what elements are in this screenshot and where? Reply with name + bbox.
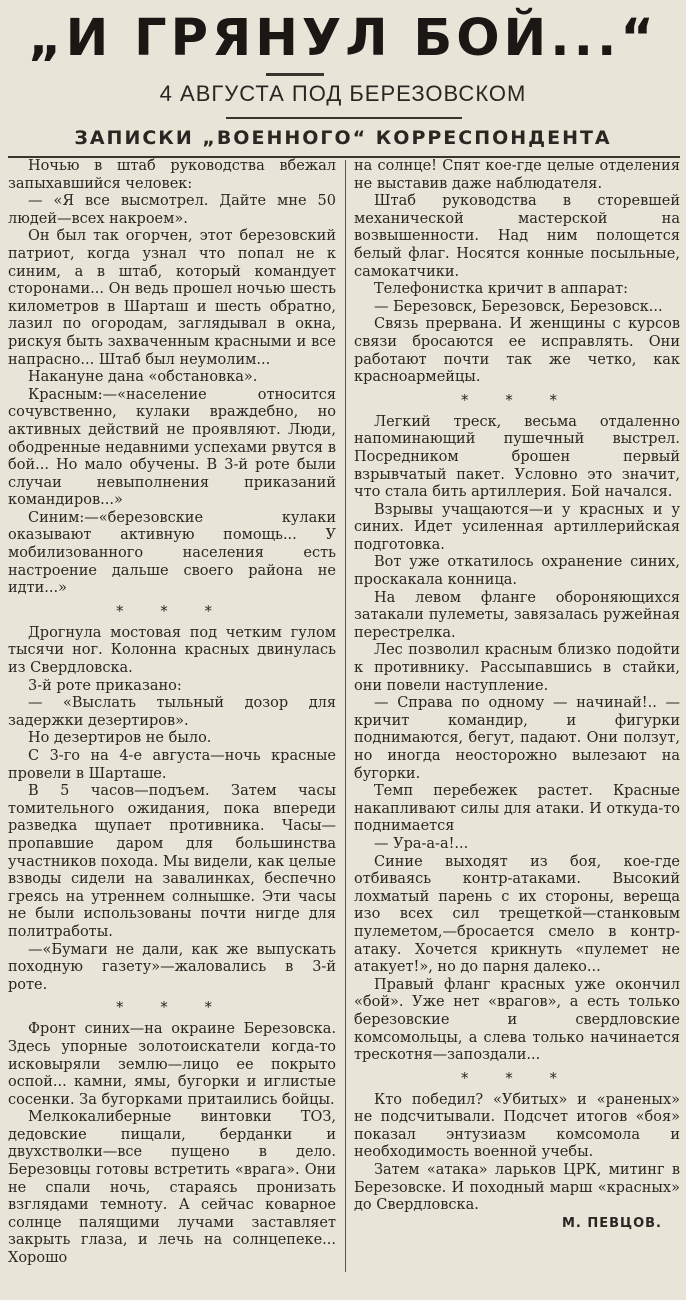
author-signature: М. ПЕВЦОВ. bbox=[561, 1215, 662, 1231]
section-title: ЗАПИСКИ „ВОЕННОГО“ КОРРЕСПОНДЕНТА bbox=[74, 127, 612, 149]
paragraph: Синие выходят из боя, кое-где отбиваясь контр-атаками. Высокий лохматый парень с их стороны, вереща изо всех сил трещеткой—станковым пулеметом,—бросается смело в контр-атаку. Хочется крикнуть «пулемет не атакует!», но до парня далеко... bbox=[354, 853, 680, 976]
paragraph: — Ура-а-а!... bbox=[374, 835, 469, 852]
paragraph: — «Я все высмотрел. Дайте мне 50 людей—всех накроем». bbox=[8, 193, 336, 227]
paragraph: Мелкокалиберные винтовки ТОЗ, дедовские пищали, берданки и двухстволки—все пущено в дело. Березовцы готовы встретить «врага». Они не спали ночь, стараясь пронизать взглядами темноту. А сейчас коварное солнце палящими лучами заставляет закрыть глаза, и лечь на солнцепеке... Хорошо bbox=[8, 1109, 336, 1267]
subheadline-rule bbox=[226, 117, 462, 119]
paragraph: Телефонистка кричит в аппарат: bbox=[374, 281, 629, 298]
paragraph: С 3-го на 4-е августа—ночь красные провели в Шарташе. bbox=[8, 748, 336, 782]
right-column bbox=[354, 158, 680, 1232]
paragraph: Легкий треск, весьма отдаленно напоминающий пушечный выстрел. Посредником брошен первый взрывчатый пакет. Условно это значит, что стала бить артиллерия. Бой начался. bbox=[354, 413, 680, 501]
paragraph: — Березовск, Березовск, Березовск... bbox=[374, 298, 663, 315]
paragraph: — Справа по одному — начинай!.. —кричит командир, и фигурки поднимаются, бегут, падают. Они ползут, но иногда неосторожно вылезают на бугорки. bbox=[354, 695, 680, 782]
paragraph: Затем «атака» ларьков ЦРК, митинг в Березовске. И походный марш «красных» до Свердловска. bbox=[354, 1162, 680, 1214]
paragraph: Он был так огорчен, этот березовский патриот, когда узнал что попал не к синим, а в штаб, который командует сторонами... Он ведь прошел ночью шесть километров в Шарташ и шесть обратно, лазил по огородам, заглядывал в окна, рискуя быть захваченным красными и все напрасно... Штаб был неумолим... bbox=[8, 228, 336, 368]
column-divider bbox=[345, 160, 346, 1272]
paragraph: В 5 часов—подъем. Затем часы томительного ожидания, пока впереди разведка щупает противника. Часы—пропавшие даром для большинства участников похода. Мы видели, как целые взводы сидели на завалинках, беспечно греясь на утреннем солнышке. Эти часы не были использованы почти нигде для политработы. bbox=[8, 783, 336, 940]
section-separator: * * * bbox=[460, 1068, 574, 1087]
section-separator: * * * bbox=[460, 390, 574, 409]
paragraph: Дрогнула мостовая под четким гулом тысячи ног. Колонна красных двинулась из Свердловска. bbox=[8, 624, 336, 677]
section-separator: * * * bbox=[115, 998, 229, 1017]
paragraph: Фронт синих—на окраине Березовска. Здесь упорные золотоискатели когда-то исковыряли землю—лицо ее покрыто оспой... камни, ямы, бугорки и иглистые сосенки. За бугорками притаились бойцы. bbox=[8, 1021, 336, 1108]
headline: „И ГРЯНУЛ БОЙ...“ bbox=[28, 9, 658, 68]
paragraph: Синим:—«березовские кулаки оказывают активную помощь... У мобилизованного населения есть настроение дальше своего района не идти...» bbox=[8, 509, 336, 597]
paragraph: Темп перебежек растет. Красные накапливают силы для атаки. И откуда-то поднимается bbox=[354, 783, 680, 835]
subheadline: 4 АВГУСТА ПОД БЕРЕЗОВСКОМ bbox=[159, 81, 527, 106]
paragraph: Красным:—«население относится сочувственно, кулаки враждебно, но активных действий не проявляют. Люди, ободренные недавними успехами рвутся в бой... Но мало обучены. В 3-й роте были случаи невыполнения приказаний командиров...» bbox=[8, 386, 336, 509]
left-column bbox=[8, 158, 336, 1268]
paragraph: Лес позволил красным близко подойти к противнику. Рассыпавшись в стайки, они повели наступление. bbox=[354, 642, 680, 694]
paragraph: — «Выслать тыльный дозор для задержки дезертиров». bbox=[8, 695, 336, 729]
headline-rule bbox=[266, 73, 324, 76]
paragraph: —«Бумаги не дали, как же выпускать походную газету»—жаловались в 3-й роте. bbox=[8, 941, 336, 993]
paragraph: Штаб руководства в сторевшей механической мастерской на возвышенности. Над ним полощется белый флаг. Носятся конные посыльные, самокатчики. bbox=[354, 193, 680, 280]
paragraph: Связь прервана. И женщины с курсов связи бросаются ее исправлять. Они работают почти так же четко, как красноармейцы. bbox=[354, 316, 680, 386]
paragraph: Кто победил? «Убитых» и «раненых» не подсчитывали. Подсчет итогов «боя» показал энтузиазм комсомола и необходимость военной учебы. bbox=[354, 1091, 680, 1161]
paragraph: Но дезертиров не было. bbox=[28, 730, 212, 747]
paragraph: Ночью в штаб руководства вбежал запыхавшийся человек: bbox=[8, 158, 336, 192]
paragraph: Вот уже откатилось охранение синих, проскакала конница. bbox=[354, 554, 680, 589]
paragraph: Накануне дана «обстановка». bbox=[28, 369, 258, 386]
paragraph: Взрывы учащаются—и у красных и у синих. Идет усиленная артиллерийская подготовка. bbox=[354, 501, 680, 553]
paragraph: Правый фланг красных уже окончил «бой». Уже нет «врагов», а есть только березовские и свердловские комсомольцы, а слева только начинается трескотня—запоздали... bbox=[354, 976, 680, 1064]
paragraph: на солнце! Спят кое-где целые отделения не выставив даже наблюдателя. bbox=[354, 158, 680, 192]
paragraph: На левом фланге обороняющихся затакали пулеметы, завязалась ружейная перестрелка. bbox=[354, 589, 680, 641]
section-separator: * * * bbox=[115, 601, 229, 620]
paragraph: 3-й роте приказано: bbox=[28, 677, 182, 694]
